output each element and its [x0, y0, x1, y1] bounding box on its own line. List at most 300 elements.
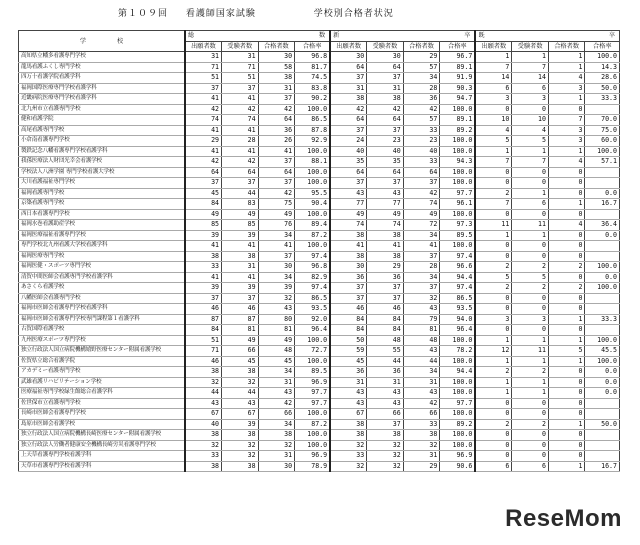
- cell-passed: 3: [548, 83, 585, 94]
- cell-applicants: 67: [330, 409, 367, 420]
- cell-examinees: 2: [512, 262, 549, 273]
- cell-passed: 45: [258, 356, 295, 367]
- cell-passed: 33: [403, 157, 440, 168]
- cell-passed: 31: [258, 451, 295, 462]
- cell-examinees: 3: [512, 94, 549, 105]
- cell-examinees: 43: [222, 398, 259, 409]
- cell-passed: 37: [403, 283, 440, 294]
- cell-applicants: 1: [475, 146, 512, 157]
- cell-passed: 32: [258, 440, 295, 451]
- cell-rate: 16.7: [585, 199, 620, 210]
- cell-applicants: 37: [330, 178, 367, 189]
- school-name: 八幡医師会看護専門学校: [19, 293, 185, 304]
- cell-rate: 89.5: [440, 230, 476, 241]
- cell-rate: 100.0: [585, 356, 620, 367]
- cell-passed: 37: [403, 251, 440, 262]
- cell-passed: 0: [548, 241, 585, 252]
- cell-examinees: 66: [367, 409, 404, 420]
- cell-applicants: 2: [475, 188, 512, 199]
- cell-rate: 78.9: [295, 461, 331, 472]
- school-name: 清賀中間医師会看護専門学校看護学科: [19, 272, 185, 283]
- cell-passed: 34: [403, 367, 440, 378]
- school-name: 京築看護専門学校: [19, 199, 185, 210]
- cell-rate: 100.0: [440, 356, 476, 367]
- school-name: 福岡看護専門学校: [19, 188, 185, 199]
- cell-examinees: 37: [222, 178, 259, 189]
- cell-passed: 37: [258, 157, 295, 168]
- school-name: 龍馬看護ふくし専門学校: [19, 62, 185, 73]
- cell-examinees: 66: [222, 346, 259, 357]
- table-row: [19, 94, 620, 105]
- cell-applicants: 7: [475, 199, 512, 210]
- cell-rate: 92.9: [295, 136, 331, 147]
- cell-rate: [585, 451, 620, 462]
- cell-applicants: 87: [185, 314, 222, 325]
- cell-examinees: 35: [367, 157, 404, 168]
- col-rate: 合格率: [295, 41, 331, 52]
- school-name: 医療福祉専門学校緑生館総合看護学科: [19, 388, 185, 399]
- cell-applicants: 42: [185, 157, 222, 168]
- cell-examinees: 0: [512, 304, 549, 315]
- cell-rate: 75.0: [585, 125, 620, 136]
- cell-rate: 86.5: [295, 293, 331, 304]
- cell-examinees: 64: [222, 167, 259, 178]
- cell-applicants: 39: [185, 283, 222, 294]
- cell-passed: 0: [548, 209, 585, 220]
- cell-applicants: 2: [475, 283, 512, 294]
- cell-applicants: 7: [475, 62, 512, 73]
- cell-rate: 97.4: [295, 251, 331, 262]
- cell-rate: 96.9: [440, 451, 476, 462]
- cell-passed: 1: [548, 52, 585, 63]
- cell-passed: 28: [403, 262, 440, 273]
- cell-rate: 100.0: [440, 241, 476, 252]
- cell-examinees: 41: [222, 146, 259, 157]
- cell-passed: 0: [548, 440, 585, 451]
- group-total-right: 数: [318, 32, 328, 40]
- cell-passed: 32: [403, 293, 440, 304]
- cell-passed: 1: [548, 461, 585, 472]
- school-name: 島原市医師会看護学校: [19, 419, 185, 430]
- cell-applicants: 29: [185, 136, 222, 147]
- cell-examinees: 38: [222, 367, 259, 378]
- col-rate: 合格率: [440, 41, 476, 52]
- cell-examinees: 5: [512, 272, 549, 283]
- cell-rate: 100.0: [440, 388, 476, 399]
- table-body: [19, 52, 620, 472]
- cell-examinees: 49: [222, 335, 259, 346]
- school-name: 独立行政法人国立病院機構嬉野医療センター附属看護学校: [19, 346, 185, 357]
- cell-applicants: 85: [185, 220, 222, 231]
- cell-rate: 96.9: [295, 451, 331, 462]
- cell-rate: [585, 251, 620, 262]
- cell-passed: 30: [258, 52, 295, 63]
- cell-examinees: 64: [367, 167, 404, 178]
- cell-passed: 79: [403, 314, 440, 325]
- cell-examinees: 37: [367, 73, 404, 84]
- school-name: 北九州市立看護専門学校: [19, 104, 185, 115]
- cell-passed: 38: [403, 430, 440, 441]
- cell-rate: 97.7: [440, 398, 476, 409]
- cell-examinees: 32: [367, 440, 404, 451]
- cell-applicants: 43: [185, 398, 222, 409]
- cell-examinees: 0: [512, 241, 549, 252]
- cell-examinees: 0: [512, 167, 549, 178]
- cell-applicants: 43: [330, 188, 367, 199]
- cell-applicants: 44: [185, 388, 222, 399]
- cell-rate: 70.0: [585, 115, 620, 126]
- cell-applicants: 67: [185, 409, 222, 420]
- cell-passed: 0: [548, 104, 585, 115]
- cell-applicants: 51: [185, 335, 222, 346]
- cell-passed: 39: [258, 283, 295, 294]
- cell-rate: 91.9: [440, 73, 476, 84]
- cell-examinees: 41: [222, 125, 259, 136]
- cell-rate: 0.0: [585, 388, 620, 399]
- cell-passed: 34: [403, 230, 440, 241]
- cell-rate: 96.8: [295, 262, 331, 273]
- cell-applicants: 84: [330, 314, 367, 325]
- table-row: [19, 304, 620, 315]
- cell-applicants: 2: [475, 367, 512, 378]
- col-passed: 合格者数: [548, 41, 585, 52]
- cell-applicants: 24: [330, 136, 367, 147]
- cell-rate: [585, 440, 620, 451]
- cell-rate: 83.8: [295, 83, 331, 94]
- cell-applicants: 38: [185, 430, 222, 441]
- cell-examinees: 38: [367, 230, 404, 241]
- cell-examinees: 43: [367, 398, 404, 409]
- cell-passed: 42: [258, 104, 295, 115]
- cell-passed: 49: [258, 335, 295, 346]
- cell-rate: 97.7: [440, 188, 476, 199]
- cell-examinees: 42: [222, 104, 259, 115]
- cell-rate: 100.0: [585, 283, 620, 294]
- table-row: [19, 283, 620, 294]
- cell-examinees: 2: [512, 367, 549, 378]
- cell-applicants: 74: [330, 220, 367, 231]
- cell-passed: 80: [258, 314, 295, 325]
- cell-examinees: 11: [512, 346, 549, 357]
- cell-rate: 95.5: [295, 188, 331, 199]
- cell-examinees: 38: [222, 251, 259, 262]
- table-row: [19, 335, 620, 346]
- school-name: 大川看護福祉専門学校: [19, 178, 185, 189]
- cell-applicants: 2: [475, 419, 512, 430]
- table-row: [19, 136, 620, 147]
- cell-applicants: 43: [330, 388, 367, 399]
- cell-examinees: 38: [367, 430, 404, 441]
- cell-passed: 29: [403, 52, 440, 63]
- cell-examinees: 23: [367, 136, 404, 147]
- cell-passed: 34: [258, 419, 295, 430]
- cell-applicants: 4: [475, 125, 512, 136]
- cell-applicants: 37: [330, 125, 367, 136]
- cell-rate: 90.6: [440, 461, 476, 472]
- cell-examinees: 0: [512, 409, 549, 420]
- cell-examinees: 32: [222, 451, 259, 462]
- school-name: 福岡市医師会看護専門学校看護学科: [19, 304, 185, 315]
- cell-applicants: 71: [185, 346, 222, 357]
- cell-examinees: 6: [512, 461, 549, 472]
- table-row: [19, 104, 620, 115]
- cell-applicants: 38: [330, 251, 367, 262]
- cell-rate: 86.5: [440, 293, 476, 304]
- cell-rate: 89.1: [440, 62, 476, 73]
- table-row: [19, 62, 620, 73]
- school-name: 福岡医療福祉看護専門学校: [19, 230, 185, 241]
- cell-applicants: 0: [475, 167, 512, 178]
- cell-examinees: 38: [222, 461, 259, 472]
- exam-name: 看護師国家試験: [185, 9, 256, 19]
- cell-passed: 81: [258, 325, 295, 336]
- cell-passed: 64: [258, 115, 295, 126]
- cell-examinees: 28: [222, 136, 259, 147]
- cell-passed: 0: [548, 377, 585, 388]
- cell-examinees: 36: [367, 367, 404, 378]
- table-row: [19, 220, 620, 231]
- table-row: [19, 346, 620, 357]
- cell-rate: 100.0: [440, 136, 476, 147]
- cell-passed: 64: [258, 167, 295, 178]
- cell-passed: 23: [403, 136, 440, 147]
- cell-passed: 3: [548, 125, 585, 136]
- cell-passed: 41: [258, 241, 295, 252]
- table-row: [19, 325, 620, 336]
- cell-applicants: 42: [185, 104, 222, 115]
- cell-rate: 100.0: [295, 409, 331, 420]
- cell-passed: 43: [258, 304, 295, 315]
- school-name: 近畿病院医療専門学校看護学科: [19, 94, 185, 105]
- cell-applicants: 46: [185, 304, 222, 315]
- cell-applicants: 3: [475, 94, 512, 105]
- cell-rate: 100.0: [440, 167, 476, 178]
- cell-passed: 0: [548, 451, 585, 462]
- cell-applicants: 74: [185, 115, 222, 126]
- cell-examinees: 7: [512, 62, 549, 73]
- cell-rate: 96.8: [295, 52, 331, 63]
- cell-applicants: 40: [185, 419, 222, 430]
- cell-passed: 37: [258, 251, 295, 262]
- cell-examinees: 39: [222, 230, 259, 241]
- cell-applicants: 0: [475, 430, 512, 441]
- school-name: 高尾看護専門学校: [19, 125, 185, 136]
- cell-examinees: 4: [512, 125, 549, 136]
- cell-passed: 34: [258, 230, 295, 241]
- col-applicants: 出願者数: [475, 41, 512, 52]
- group-header-new: [330, 31, 475, 42]
- cell-applicants: 7: [475, 157, 512, 168]
- cell-examinees: 46: [222, 304, 259, 315]
- cell-applicants: 41: [185, 94, 222, 105]
- group-header-past: [475, 31, 619, 42]
- cell-applicants: 32: [185, 377, 222, 388]
- cell-passed: 33: [403, 125, 440, 136]
- cell-passed: 44: [403, 356, 440, 367]
- cell-applicants: 84: [185, 199, 222, 210]
- cell-applicants: 38: [185, 251, 222, 262]
- cell-rate: 94.4: [440, 367, 476, 378]
- table-row: [19, 73, 620, 84]
- school-header: 学 校: [19, 31, 185, 52]
- group-header-total: [185, 31, 330, 42]
- cell-passed: 57: [403, 115, 440, 126]
- cell-applicants: 5: [475, 272, 512, 283]
- cell-passed: 37: [403, 178, 440, 189]
- cell-rate: 100.0: [295, 104, 331, 115]
- cell-applicants: 37: [330, 73, 367, 84]
- cell-applicants: 50: [330, 335, 367, 346]
- cell-examinees: 31: [222, 262, 259, 273]
- cell-rate: 89.2: [440, 125, 476, 136]
- cell-applicants: 38: [330, 94, 367, 105]
- cell-rate: 100.0: [440, 440, 476, 451]
- cell-applicants: 12: [475, 346, 512, 357]
- cell-applicants: 41: [185, 241, 222, 252]
- resemom-logo: [501, 505, 626, 533]
- cell-applicants: 38: [185, 461, 222, 472]
- cell-examinees: 3: [512, 314, 549, 325]
- table-row: [19, 451, 620, 462]
- cell-rate: 89.5: [295, 367, 331, 378]
- results-table: [18, 30, 620, 472]
- cell-rate: 96.7: [440, 52, 476, 63]
- cell-rate: 100.0: [585, 262, 620, 273]
- cell-examinees: 32: [222, 377, 259, 388]
- school-name: 四万十看護学院看護学科: [19, 73, 185, 84]
- cell-passed: 1: [548, 62, 585, 73]
- cell-applicants: 1: [475, 230, 512, 241]
- cell-rate: 0.0: [585, 377, 620, 388]
- cell-applicants: 0: [475, 440, 512, 451]
- cell-passed: 31: [258, 377, 295, 388]
- cell-passed: 34: [403, 272, 440, 283]
- cell-applicants: 45: [185, 188, 222, 199]
- cell-passed: 1: [548, 146, 585, 157]
- cell-rate: 16.7: [585, 461, 620, 472]
- table-row: [19, 367, 620, 378]
- cell-passed: 4: [548, 157, 585, 168]
- cell-passed: 38: [258, 430, 295, 441]
- cell-examinees: 6: [512, 83, 549, 94]
- school-name: あさくら看護学校: [19, 283, 185, 294]
- cell-applicants: 38: [330, 419, 367, 430]
- cell-applicants: 31: [330, 83, 367, 94]
- cell-passed: 31: [403, 451, 440, 462]
- cell-passed: 42: [403, 104, 440, 115]
- cell-passed: 43: [403, 346, 440, 357]
- cell-passed: 26: [258, 136, 295, 147]
- cell-passed: 58: [258, 62, 295, 73]
- cell-examinees: 1: [512, 335, 549, 346]
- table-row: [19, 209, 620, 220]
- cell-applicants: 64: [330, 62, 367, 73]
- cell-rate: [585, 167, 620, 178]
- cell-examinees: 45: [222, 356, 259, 367]
- cell-passed: 1: [548, 94, 585, 105]
- cell-rate: 100.0: [440, 409, 476, 420]
- cell-rate: 97.4: [440, 251, 476, 262]
- cell-applicants: 0: [475, 304, 512, 315]
- cell-examinees: 44: [222, 388, 259, 399]
- cell-rate: 100.0: [585, 146, 620, 157]
- cell-passed: 81: [403, 325, 440, 336]
- cell-rate: 60.0: [585, 136, 620, 147]
- cell-rate: 89.2: [440, 419, 476, 430]
- cell-applicants: 6: [475, 461, 512, 472]
- cell-rate: 100.0: [585, 335, 620, 346]
- cell-rate: 96.1: [440, 199, 476, 210]
- cell-examinees: 37: [367, 419, 404, 430]
- cell-passed: 31: [403, 377, 440, 388]
- cell-passed: 0: [548, 325, 585, 336]
- cell-rate: 81.7: [295, 62, 331, 73]
- cell-examinees: 1: [512, 377, 549, 388]
- cell-examinees: 77: [367, 199, 404, 210]
- cell-rate: 96.9: [295, 377, 331, 388]
- cell-applicants: 64: [185, 167, 222, 178]
- cell-rate: [585, 409, 620, 420]
- cell-applicants: 6: [475, 83, 512, 94]
- exam-number: 第１０９回: [118, 9, 169, 19]
- cell-rate: 94.3: [440, 157, 476, 168]
- cell-passed: 1: [548, 335, 585, 346]
- cell-rate: [585, 398, 620, 409]
- cell-rate: 100.0: [440, 377, 476, 388]
- cell-passed: 48: [258, 346, 295, 357]
- cell-passed: 34: [258, 367, 295, 378]
- cell-examinees: 0: [512, 440, 549, 451]
- cell-applicants: 40: [330, 146, 367, 157]
- cell-examinees: 55: [367, 346, 404, 357]
- cell-applicants: 2: [475, 262, 512, 273]
- cell-rate: 100.0: [295, 241, 331, 252]
- cell-examinees: 38: [367, 94, 404, 105]
- cell-applicants: 33: [330, 451, 367, 462]
- cell-passed: 49: [258, 209, 295, 220]
- cell-passed: 74: [403, 199, 440, 210]
- table-row: [19, 241, 620, 252]
- cell-rate: 100.0: [295, 335, 331, 346]
- cell-applicants: 37: [185, 293, 222, 304]
- cell-rate: 74.5: [295, 73, 331, 84]
- cell-passed: 72: [403, 220, 440, 231]
- cell-passed: 37: [258, 178, 295, 189]
- school-name: 専門学校北九州看護大学校看護学科: [19, 241, 185, 252]
- cell-passed: 42: [403, 398, 440, 409]
- school-name: 佐賀県立総合看護学院: [19, 356, 185, 367]
- cell-examinees: 1: [512, 146, 549, 157]
- school-name: 高知県立幡多看護専門学校: [19, 52, 185, 63]
- cell-rate: 89.1: [440, 115, 476, 126]
- school-name: 九州医療スポーツ専門学校: [19, 335, 185, 346]
- cell-applicants: 0: [475, 325, 512, 336]
- cell-applicants: 36: [330, 272, 367, 283]
- cell-passed: 0: [548, 388, 585, 399]
- school-name: 製鉄記念八幡看護専門学校看護学科: [19, 146, 185, 157]
- cell-rate: 97.3: [440, 220, 476, 231]
- cell-examinees: 49: [367, 209, 404, 220]
- cell-rate: [585, 104, 620, 115]
- cell-rate: 33.3: [585, 314, 620, 325]
- cell-applicants: 14: [475, 73, 512, 84]
- cell-rate: 0.0: [585, 230, 620, 241]
- cell-examinees: 37: [367, 178, 404, 189]
- cell-rate: 100.0: [295, 440, 331, 451]
- cell-rate: 100.0: [440, 430, 476, 441]
- cell-rate: 100.0: [440, 178, 476, 189]
- cell-applicants: 32: [330, 461, 367, 472]
